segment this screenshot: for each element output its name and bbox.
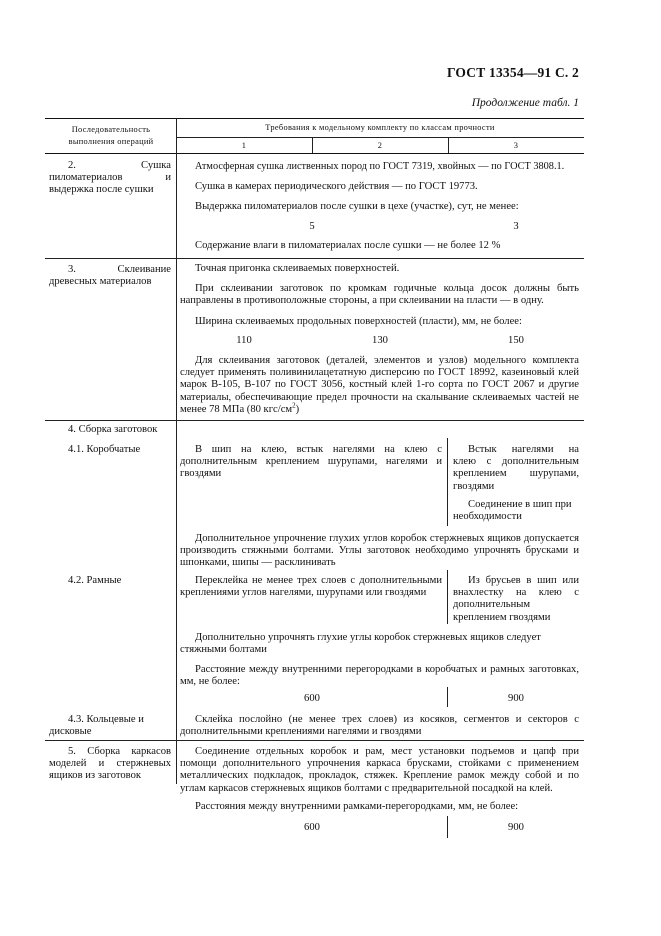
- drying-hold-class-1: 5: [309, 221, 315, 232]
- box-blanks-class-1-2: В шип на клею, встык нагелями на клею с дополнительным креплением шурупами, нагелями и гвоздями: [180, 444, 442, 480]
- op-ring-blanks: 4.3. Кольцевые и дисковые: [49, 714, 144, 738]
- class-2-header: 2: [377, 141, 383, 150]
- box-blanks-class-3-a: Встык нагелями на клею с дополнительным креплением шурупами, гвоздями: [453, 444, 579, 492]
- class-3-header: 3: [513, 141, 519, 150]
- req-gluing-materials-end: ): [295, 403, 300, 415]
- row-rule-2-3: [45, 258, 584, 259]
- column-header-requirements: Требования к модельному комплекту по классам прочности: [265, 123, 495, 132]
- frame-blanks-spacing: Расстояние между внутренними перегородками в коробчатых и рамных заготовках, мм, не более:: [180, 664, 579, 688]
- req-gluing-materials-text: Для склеивания заготовок (деталей, элементов и узлов) модельного комплекта следует применять поливинилацетатную дисперсию по ГОСТ 18992, казеиновый клей марок В-105, В-107 по ГОСТ 3056, костный клей 1-го сорта по ГОСТ 2067 и другие материалы, обеспечивающие предел прочности на скалывание склеиваемых частей не менее 78 МПа (80 кгс/см: [180, 355, 579, 415]
- req-drying-atmospheric: Атмосферная сушка лиственных пород по ГОСТ 7319, хвойных — по ГОСТ 3808.1.: [195, 161, 565, 172]
- box-blanks-note: Дополнительное упрочнение глухих углов коробок стержневых ящиков допускается производить стяжными болтами. Углы заготовок необходимо упрочнять брусками и шпонками, шипы — расклинивать: [180, 533, 579, 569]
- op-assembly-blanks: 4. Сборка заготовок: [68, 424, 158, 435]
- frame-assembly-req: Соединение отдельных коробок и рам, мест установки подъемов и цапф при помощи дополнительного упрочнения каркаса брусками, стойками с применением металлических подкладок, прокладок, стяжек. Крепление рамок между собой и по углам каркасов стержневых ящиков болтами с предварительной посадкой на клей.: [180, 746, 579, 794]
- document-header: ГОСТ 13354—91 С. 2: [446, 65, 579, 80]
- req-drying-hold: Выдержка пиломатериалов после сушки в цехе (участке), сут, не менее:: [195, 201, 519, 212]
- frame-spacing-class-1-2: 600: [304, 693, 320, 704]
- frame-blanks-class-3: Из брусьев в шип или внахлестку на клею с дополнительным креплением гвоздями: [453, 575, 579, 623]
- row-rule-4-5: [45, 740, 584, 741]
- divider-41: [447, 438, 448, 526]
- column-divider-op: [176, 118, 177, 784]
- frame-assembly-class-1-2: 600: [304, 822, 320, 833]
- req-gluing-materials: [180, 355, 579, 416]
- gluing-width-class-1: 110: [236, 335, 252, 346]
- frame-spacing-class-3: 900: [508, 693, 524, 704]
- header-mid-rule: [176, 137, 584, 138]
- class-1-header: 1: [241, 141, 247, 150]
- op-box-blanks: 4.1. Коробчатые: [68, 444, 141, 455]
- frame-assembly-class-3: 900: [508, 822, 524, 833]
- frame-blanks-reinforce: Дополнительно упрочнять глухие углы коробок стержневых ящиков следует стяжными болтами: [180, 632, 541, 656]
- req-drying-chamber: Сушка в камерах периодического действия — по ГОСТ 19773.: [195, 181, 478, 192]
- frame-blanks-class-1-2: Переклейка не менее трех слоев с дополнительными креплениями углов нагелями, шурупами или гвоздями: [180, 575, 442, 599]
- divider-42: [447, 570, 448, 624]
- table-continuation-label: Продолжение табл. 1: [471, 97, 579, 109]
- req-gluing-width: Ширина склеиваемых продольных поверхностей (пласти), мм, не более:: [195, 316, 522, 327]
- gluing-width-class-3: 150: [508, 335, 524, 346]
- op-drying: 2. Сушка пиломатериалов и выдержка после сушки: [49, 160, 171, 196]
- table-top-rule: [45, 118, 584, 119]
- header-bottom-rule: [45, 153, 584, 154]
- column-header-operations: Последовательность выполнения операций: [68, 125, 154, 146]
- frame-assembly-spacing: Расстояния между внутренними рамками-перегородками, мм, не более:: [195, 801, 519, 812]
- box-blanks-class-3-b: Соединение в шип при необходимости: [453, 499, 572, 523]
- req-gluing-rings: При склеивании заготовок по кромкам годичные кольца досок должны быть направлены в противоположные стороны, а при склеивании на пласти — в одну.: [180, 283, 579, 307]
- req-gluing-fit: Точная пригонка склеиваемых поверхностей.: [195, 263, 400, 274]
- drying-hold-class-3: 3: [513, 221, 519, 232]
- req-moisture: Содержание влаги в пиломатериалах после сушки — не более 12 %: [195, 240, 501, 251]
- gluing-width-class-2: 130: [372, 335, 388, 346]
- ring-blanks-req: Склейка послойно (не менее трех слоев) из косяков, сегментов и секторов с дополнительными креплениями нагелями и гвоздями: [180, 714, 579, 738]
- op-gluing: 3. Склеивание древесных материалов: [49, 264, 171, 288]
- op-frame-blanks: 4.2. Рамные: [68, 575, 122, 586]
- op-frame-assembly: 5. Сборка каркасов моделей и стержневых ящиков из заготовок: [49, 746, 171, 782]
- row-rule-3-4: [45, 420, 584, 421]
- req-gluing-materials-sup: 2: [292, 401, 296, 410]
